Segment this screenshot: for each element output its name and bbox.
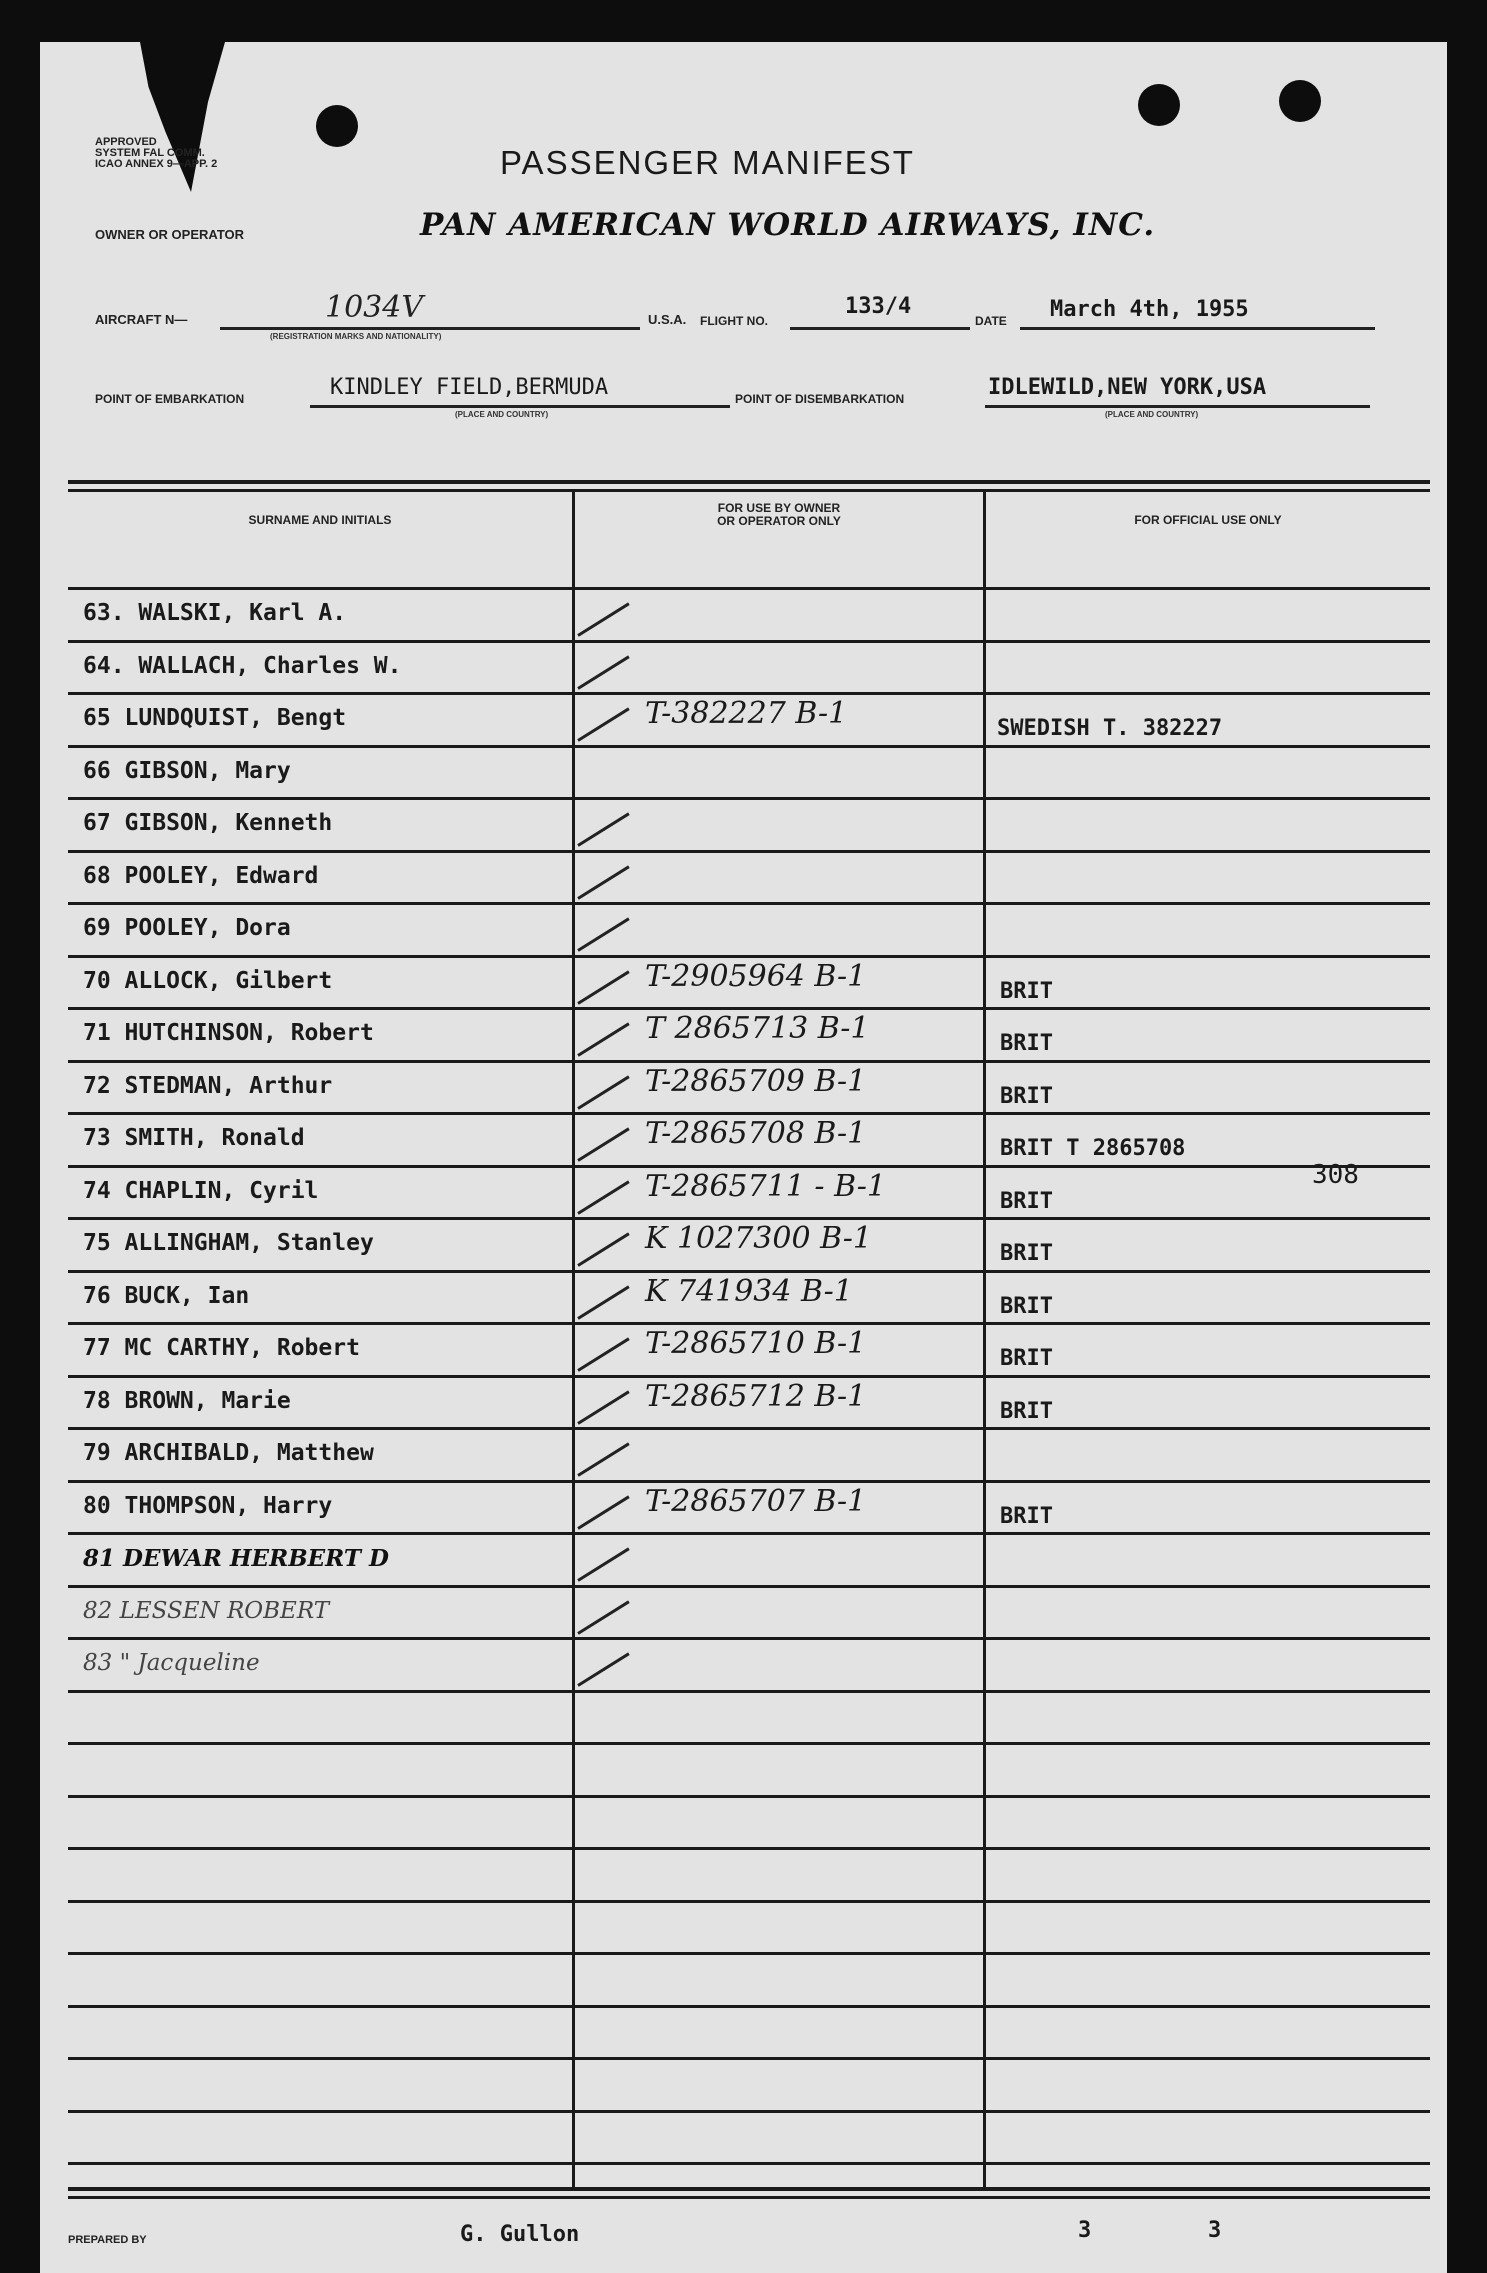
flight-label: FLIGHT NO. xyxy=(700,314,768,328)
check-tick xyxy=(577,1180,629,1214)
aircraft-value: 1034V xyxy=(325,290,424,325)
punch-hole xyxy=(1279,80,1321,122)
passenger-name: 71 HUTCHINSON, Robert xyxy=(83,1020,374,1046)
row-rule xyxy=(68,1795,1430,1798)
passenger-name: 75 ALLINGHAM, Stanley xyxy=(83,1230,374,1256)
row-rule xyxy=(68,1847,1430,1850)
official-note: BRIT xyxy=(1000,1083,1053,1109)
passenger-name: 65 LUNDQUIST, Bengt xyxy=(83,705,347,731)
passenger-name: 73 SMITH, Ronald xyxy=(83,1125,305,1151)
check-tick xyxy=(577,1442,629,1476)
date-label: DATE xyxy=(975,314,1007,328)
check-tick xyxy=(577,1127,629,1161)
row-rule xyxy=(68,2057,1430,2060)
official-note: BRIT xyxy=(1000,1346,1053,1371)
check-tick xyxy=(577,707,629,741)
row-rule xyxy=(68,1900,1430,1903)
passenger-name: 74 CHAPLIN, Cyril xyxy=(83,1177,319,1204)
passport-number: T-2865711 - B-1 xyxy=(645,1168,886,1204)
aircraft-sub: (REGISTRATION MARKS AND NATIONALITY) xyxy=(270,332,442,341)
page-total: 3 xyxy=(1208,2218,1222,2243)
row-rule xyxy=(68,1742,1430,1745)
official-note: BRIT xyxy=(1000,1293,1053,1319)
official-note: BRIT xyxy=(1000,1031,1053,1056)
passport-number: T-382227 B-1 xyxy=(645,696,848,731)
col-official: FOR OFFICIAL USE ONLY xyxy=(1134,513,1282,527)
check-tick xyxy=(577,1547,629,1581)
check-tick xyxy=(577,1337,629,1371)
passport-number: T-2865708 B-1 xyxy=(645,1116,867,1151)
passenger-name: 66 GIBSON, Mary xyxy=(83,757,291,784)
official-note: SWEDISH T. 382227 xyxy=(997,716,1223,741)
punch-hole xyxy=(1138,84,1180,126)
official-note: BRIT xyxy=(1000,1503,1053,1529)
passport-number: T-2865707 B-1 xyxy=(645,1483,867,1519)
passport-number: K 741934 B-1 xyxy=(645,1273,853,1309)
date-value: March 4th, 1955 xyxy=(1050,297,1249,322)
prepared-by: G. Gullon xyxy=(460,2222,580,2247)
row-rule xyxy=(68,692,1430,695)
check-tick xyxy=(577,970,629,1004)
passenger-name: 68 POOLEY, Edward xyxy=(83,862,319,889)
passenger-name: 80 THOMPSON, Harry xyxy=(83,1492,333,1519)
row-rule xyxy=(68,587,1430,590)
punch-hole xyxy=(316,105,358,147)
official-note: BRIT xyxy=(1000,1241,1053,1266)
passenger-name: 67 GIBSON, Kenneth xyxy=(83,810,333,836)
passenger-name: 83 " Jacqueline xyxy=(83,1650,260,1676)
passenger-name: 69 POOLEY, Dora xyxy=(83,915,291,941)
prepared-label: PREPARED BY xyxy=(68,2234,147,2246)
passport-number: T-2865709 B-1 xyxy=(645,1063,867,1099)
passport-number: T-2905964 B-1 xyxy=(645,958,867,994)
official-note: BRIT xyxy=(1000,1398,1053,1424)
check-tick xyxy=(577,655,629,689)
col-surname: SURNAME AND INITIALS xyxy=(248,513,392,527)
disembark-label: POINT OF DISEMBARKATION xyxy=(735,392,905,406)
row-rule xyxy=(68,955,1430,958)
passenger-name: 81 DEWAR HERBERT D xyxy=(83,1545,389,1572)
check-tick xyxy=(577,1075,629,1109)
passport-number: T 2865713 B-1 xyxy=(645,1011,870,1046)
check-tick xyxy=(577,1495,629,1529)
row-rule xyxy=(68,745,1430,748)
check-tick xyxy=(577,1285,629,1319)
row-rule xyxy=(68,1322,1430,1325)
passenger-name: 82 LESSEN ROBERT xyxy=(83,1597,330,1624)
passport-number: T-2865712 B-1 xyxy=(645,1378,867,1414)
usa-label: U.S.A. xyxy=(648,312,687,327)
check-tick xyxy=(577,812,629,846)
row-rule xyxy=(68,1585,1430,1588)
col-owner-use: FOR USE BY OWNER OR OPERATOR ONLY xyxy=(717,501,841,528)
flight-value: 133/4 xyxy=(845,294,912,319)
manifest-page xyxy=(40,42,1447,2273)
passenger-name: 63. WALSKI, Karl A. xyxy=(83,600,347,626)
row-rule xyxy=(68,1217,1430,1220)
row-rule xyxy=(68,1532,1430,1535)
embark-value: KINDLEY FIELD,BERMUDA xyxy=(330,375,609,400)
approval-stamp: APPROVED SYSTEM FAL COMM. ICAO ANNEX 9—APP. 2 xyxy=(95,136,218,170)
passenger-name: 79 ARCHIBALD, Matthew xyxy=(83,1440,374,1466)
row-rule xyxy=(68,1375,1430,1378)
row-rule xyxy=(68,1637,1430,1640)
row-rule xyxy=(68,902,1430,905)
row-rule xyxy=(68,1690,1430,1693)
passenger-name: 76 BUCK, Ian xyxy=(83,1282,250,1309)
check-tick xyxy=(577,917,629,951)
row-rule xyxy=(68,850,1430,853)
row-rule xyxy=(68,1427,1430,1430)
official-note: BRIT T 2865708 xyxy=(1000,1136,1186,1161)
page-title: PASSENGER MANIFEST xyxy=(500,144,915,181)
check-tick xyxy=(577,1232,629,1266)
embark-sub: (PLACE AND COUNTRY) xyxy=(455,410,549,419)
row-rule xyxy=(68,2110,1430,2113)
page-number: 3 xyxy=(1078,2218,1092,2243)
row-rule xyxy=(68,1270,1430,1273)
row-rule xyxy=(68,1952,1430,1955)
row-rule xyxy=(68,2005,1430,2008)
check-tick xyxy=(577,602,629,636)
row-rule xyxy=(68,797,1430,800)
check-tick xyxy=(577,1022,629,1056)
passenger-name: 72 STEDMAN, Arthur xyxy=(83,1072,333,1099)
row-rule xyxy=(68,1060,1430,1063)
row-rule xyxy=(68,1007,1430,1010)
aircraft-label: AIRCRAFT N— xyxy=(95,312,188,327)
row-rule xyxy=(68,1112,1430,1115)
check-tick xyxy=(577,1390,629,1424)
margin-note: 308 xyxy=(1312,1160,1359,1190)
disembark-sub: (PLACE AND COUNTRY) xyxy=(1105,410,1199,419)
disembark-value: IDLEWILD,NEW YORK,USA xyxy=(988,375,1267,400)
check-tick xyxy=(577,1600,629,1634)
passenger-name: 77 MC CARTHY, Robert xyxy=(83,1335,360,1361)
check-tick xyxy=(577,1652,629,1686)
check-tick xyxy=(577,865,629,899)
row-rule xyxy=(68,1165,1430,1168)
row-rule xyxy=(68,640,1430,643)
embark-label: POINT OF EMBARKATION xyxy=(95,392,245,406)
official-note: BRIT xyxy=(1000,1188,1053,1214)
row-rule xyxy=(68,1480,1430,1483)
passenger-name: 70 ALLOCK, Gilbert xyxy=(83,967,333,994)
passport-number: K 1027300 B-1 xyxy=(645,1221,872,1256)
owner-name: PAN AMERICAN WORLD AIRWAYS, INC. xyxy=(420,207,1156,243)
passenger-name: 64. WALLACH, Charles W. xyxy=(83,652,402,679)
owner-label: OWNER OR OPERATOR xyxy=(95,227,245,242)
row-rule xyxy=(68,2162,1430,2165)
official-note: BRIT xyxy=(1000,978,1053,1004)
passenger-name: 78 BROWN, Marie xyxy=(83,1387,291,1414)
passport-number: T-2865710 B-1 xyxy=(645,1326,867,1361)
